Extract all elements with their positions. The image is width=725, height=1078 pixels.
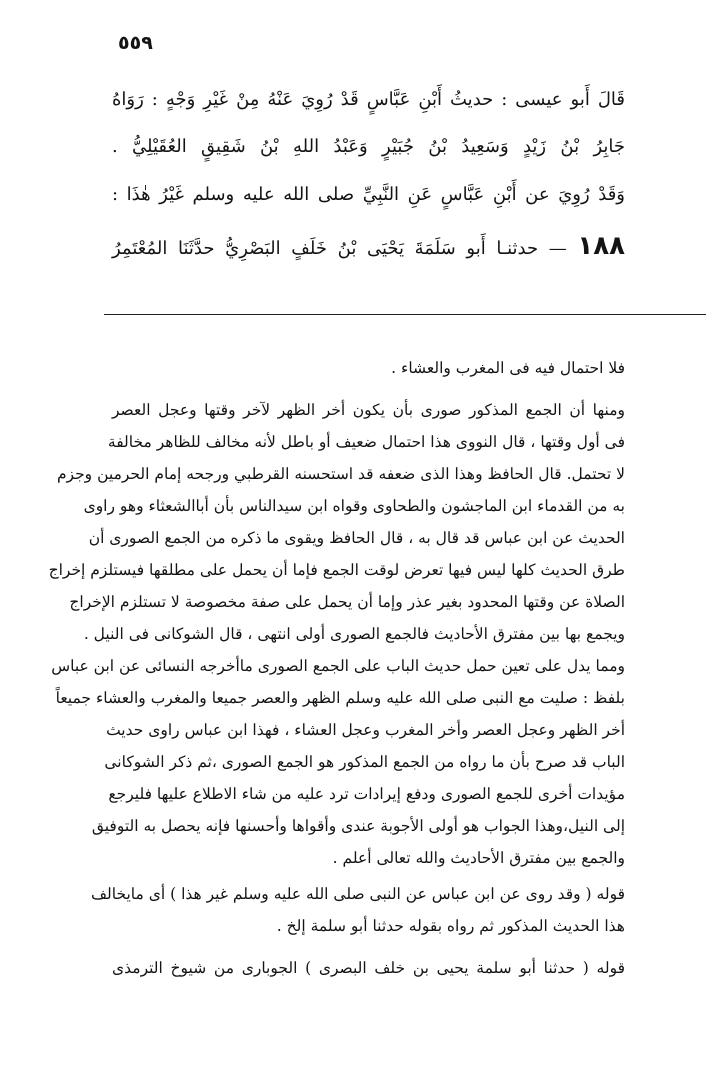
commentary-line: هذا الحديث المذكور ثم رواه بقوله حدثنا أبو سلمة إلخ . <box>276 917 625 935</box>
commentary-line: فلا احتمال فيه فى المغرب والعشاء . <box>391 359 625 377</box>
commentary-line: طرق الحديث كلها ليس فيها تعرض لوقت الجمع فإما أن يحمل على مطلقها فيستلزم إخراج <box>48 561 625 579</box>
commentary-line: الباب قد صرح بأن ما رواه من الجمع المذكور هو الجمع الصورى ،ثم ذكر الشوكانى <box>104 753 625 771</box>
commentary-line: لا تحتمل. قال الحافظ وهذا الذى ضعفه قد استحسنه القرطبي ورجحه إمام الحرمين وجزم <box>56 465 625 483</box>
commentary-line: أخر الظهر وعجل العصر وأخر المغرب وعجل العشاء ، فهذا ابن عباس راوى حديث <box>106 721 625 739</box>
main-text-line: قَالَ أَبو عيسى : حديثُ أَبْنِ عَبَّاسٍ قَدْ رُوِيَ عَنْهُ مِنْ غَيْرِ وَجْهٍ : رَوَاهُ <box>112 89 625 110</box>
commentary-line: بلفظ : صليت مع النبى صلى الله عليه وسلم الظهر والعصر جميعا والمغرب والعشاء جميعاً <box>55 689 625 707</box>
commentary-line: ومما يدل على تعين حمل حديث الباب على الجمع الصورى ماأخرجه النسائى عن ابن عباس <box>51 657 625 675</box>
section-divider <box>104 314 706 315</box>
main-text-line: جَابِرُ بْنُ زَيْدٍ وَسَعِيدُ بْنُ جُبَيْرٍ وَعَبْدُ اللهِ بْنُ شَقِيقٍ العُقَيْلِيُّ . <box>112 136 625 157</box>
commentary-line: ويجمع بها بين مفترق الأحاديث فالجمع الصورى أولى انتهى ، قال الشوكانى فى النيل . <box>83 625 625 643</box>
commentary-line: إلى النيل،وهذا الجواب هو أولى الأجوبة عندى وأقواها وأحسنها فإنه يحصل به التوفيق <box>91 817 625 835</box>
hadith-line <box>112 228 625 264</box>
commentary-line: مؤيدات أخرى للجمع الصورى ودفع إيرادات ترد عليه من شاء الاطلاع عليها فليرجع <box>108 785 625 803</box>
main-text-line: وَقَدْ رُوِيَ عن أَبْنِ عَبَّاسٍ عَنِ النَّبِيِّ صلى الله عليه وسلم غَيْرُ هٰذَا : <box>112 184 625 205</box>
commentary-line: فى أول وقتها ، قال النووى هذا احتمال ضعيف أو باطل لأنه مخالف للظاهر مخالفة <box>107 433 625 451</box>
commentary-line: به من القدماء ابن الماجشون والطحاوى وقواه ابن سيدالناس بأن أباالشعثاء وهو راوى <box>83 497 625 515</box>
commentary-line: قوله ( وقد روى عن ابن عباس عن النبى صلى الله عليه وسلم غير هذا ) أى مايخالف <box>90 885 625 903</box>
page-number: ٥٥٩ <box>118 32 153 54</box>
commentary-line: ومنها أن الجمع المذكور صورى بأن يكون أخر الظهر لآخر وقتها وعجل العصر <box>112 401 625 419</box>
commentary-line: الصلاة عن وقتها المحدود بغير عذر وإما أن يحمل على صفة مخصوصة لا تستلزم الإخراج <box>69 593 625 611</box>
commentary-line: الحديث عن ابن عباس قد قال به ، قال الحافظ ويقوى ما ذكره من الجمع الصورى أن <box>88 529 625 547</box>
commentary-line: قوله ( حدثنا أبو سلمة يحيى بن خلف البصرى ) الجوبارى من شيوخ الترمذى <box>112 959 625 977</box>
commentary-line: والجمع بين مفترق الأحاديث والله تعالى أعلم . <box>332 849 625 867</box>
hadith-number: ١٨٨ <box>577 231 625 261</box>
hadith-text: — حدثنـا أَبو سَلَمَةَ يَحْيَى بْنُ خَلَفٍ البَصْرِيُّ حدَّثَنَا المُعْتَمِرُ <box>112 238 567 259</box>
